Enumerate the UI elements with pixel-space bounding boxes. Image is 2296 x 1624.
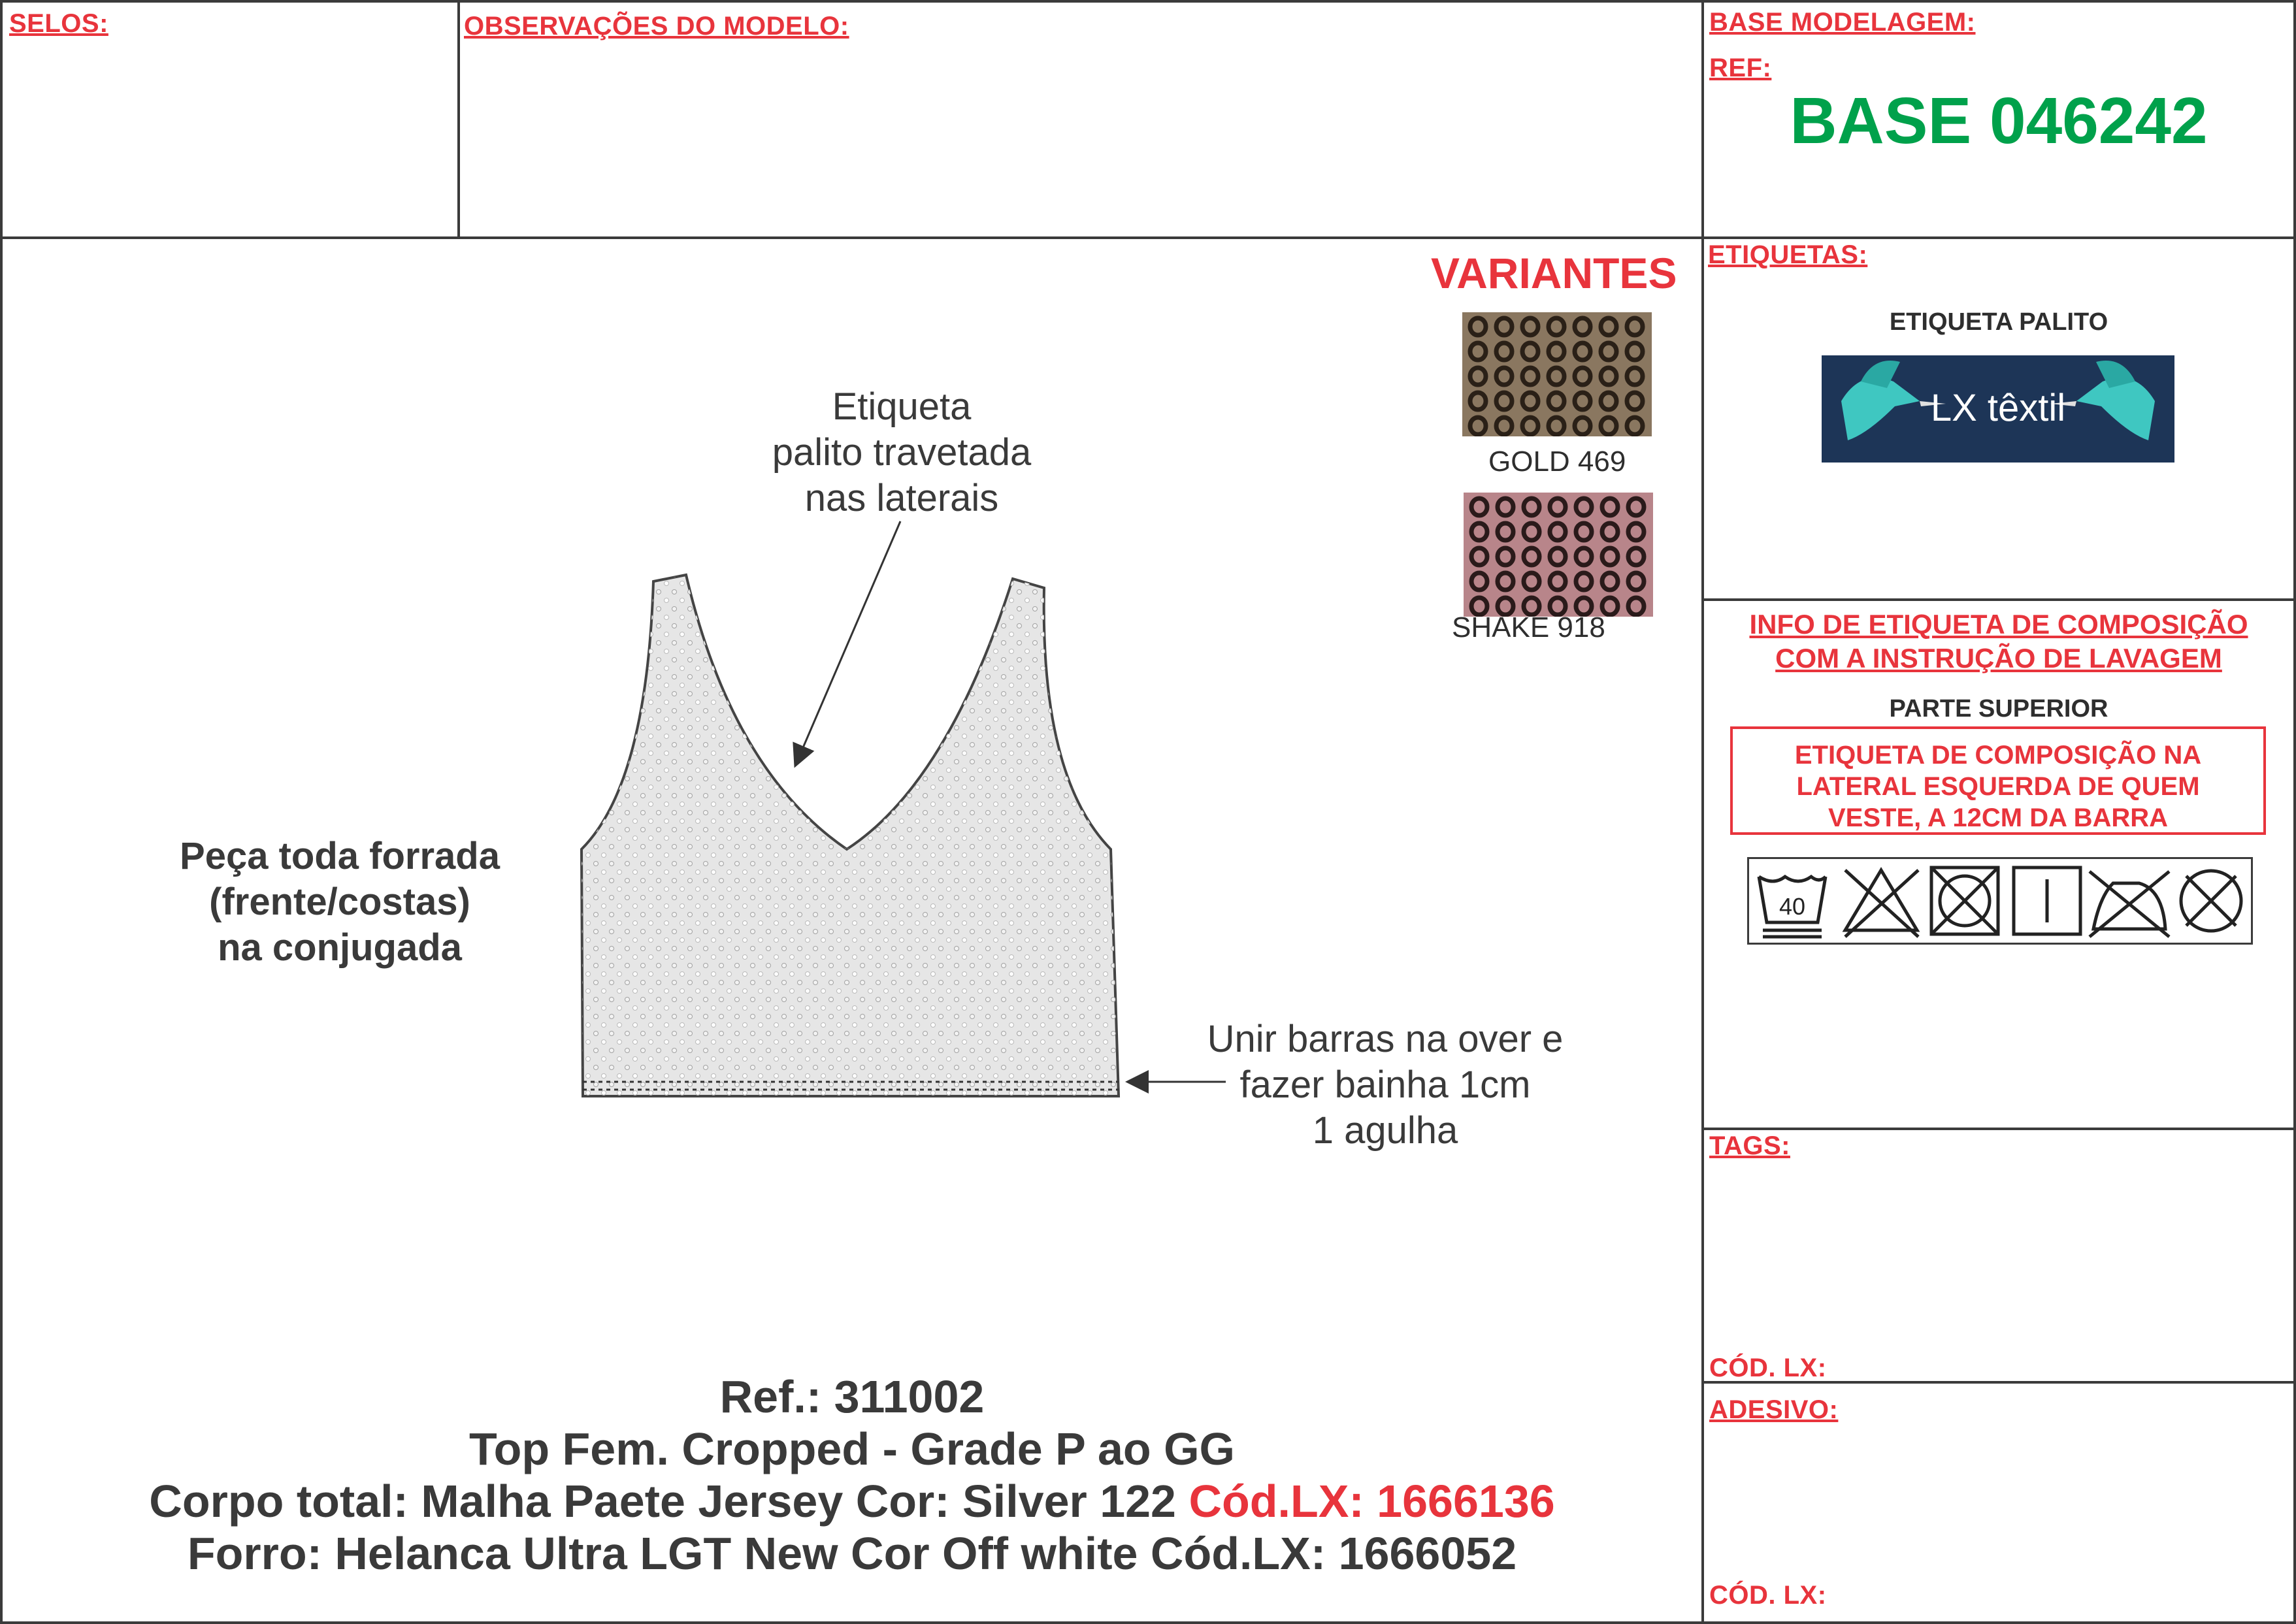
hem-note: Unir barras na over e fazer bainha 1cm 1 agulha [1207, 1018, 1564, 1152]
product-lining: Forro: Helanca Ultra LGT New Cor Off white Cód.LX: 1666052 [187, 1528, 1517, 1579]
observacoes-label: OBSERVAÇÕES DO MODELO: [464, 12, 849, 41]
variants-title: VARIANTES [1431, 249, 1677, 297]
line-dry-icon [2014, 868, 2080, 934]
brand-label-image [1822, 355, 2174, 463]
no-tumble-dry-icon [1931, 868, 1998, 934]
product-name: Top Fem. Cropped - Grade P ao GG [469, 1423, 1235, 1474]
product-body-fabric: Corpo total: Malha Paete Jersey Cor: Silver 122 Cód.LX: 1666136 [149, 1476, 1555, 1527]
variant-gold-label: GOLD 469 [1488, 446, 1626, 478]
wash-temp-text: 40 [1779, 893, 1806, 920]
no-iron-icon [2090, 871, 2169, 937]
tags-label: TAGS: [1709, 1131, 1790, 1160]
cod-lx-label-2: CÓD. LX: [1709, 1581, 1827, 1610]
care-icons-strip [1747, 857, 2253, 945]
ref-label: REF: [1709, 54, 1772, 82]
no-bleach-icon [1845, 870, 1918, 937]
cod-lx-label-1: CÓD. LX: [1709, 1354, 1827, 1382]
base-ref-value: BASE 046242 [1790, 84, 2208, 157]
product-ref: Ref.: 311002 [719, 1371, 985, 1422]
brand-logo-text: LX têxtil [1930, 387, 2066, 429]
etiqueta-palito-label: ETIQUETA PALITO [1889, 308, 2108, 336]
parte-superior-label: PARTE SUPERIOR [1889, 695, 2108, 723]
composition-note-box: ETIQUETA DE COMPOSIÇÃO NA LATERAL ESQUERDA DE QUEM VESTE, A 12CM DA BARRA [1730, 726, 2266, 835]
variant-shake-label: SHAKE 918 [1452, 611, 1605, 643]
adesivo-label: ADESIVO: [1709, 1395, 1839, 1424]
base-modelagem-label: BASE MODELAGEM: [1709, 8, 1976, 37]
lining-note: Peça toda forrada (frente/costas) na conjugada [180, 835, 500, 969]
selos-label: SELOS: [9, 9, 108, 38]
composition-title: INFO DE ETIQUETA DE COMPOSIÇÃO COM A INSTRUÇÃO DE LAVAGEM [1749, 609, 2248, 674]
no-dry-clean-icon [2181, 871, 2241, 931]
etiquetas-label: ETIQUETAS: [1708, 240, 1868, 269]
label-note: Etiqueta palito travetada nas laterais [772, 385, 1032, 519]
body-code: Cód.LX: 1666136 [1189, 1476, 1555, 1527]
product-info [0, 1371, 1704, 1580]
